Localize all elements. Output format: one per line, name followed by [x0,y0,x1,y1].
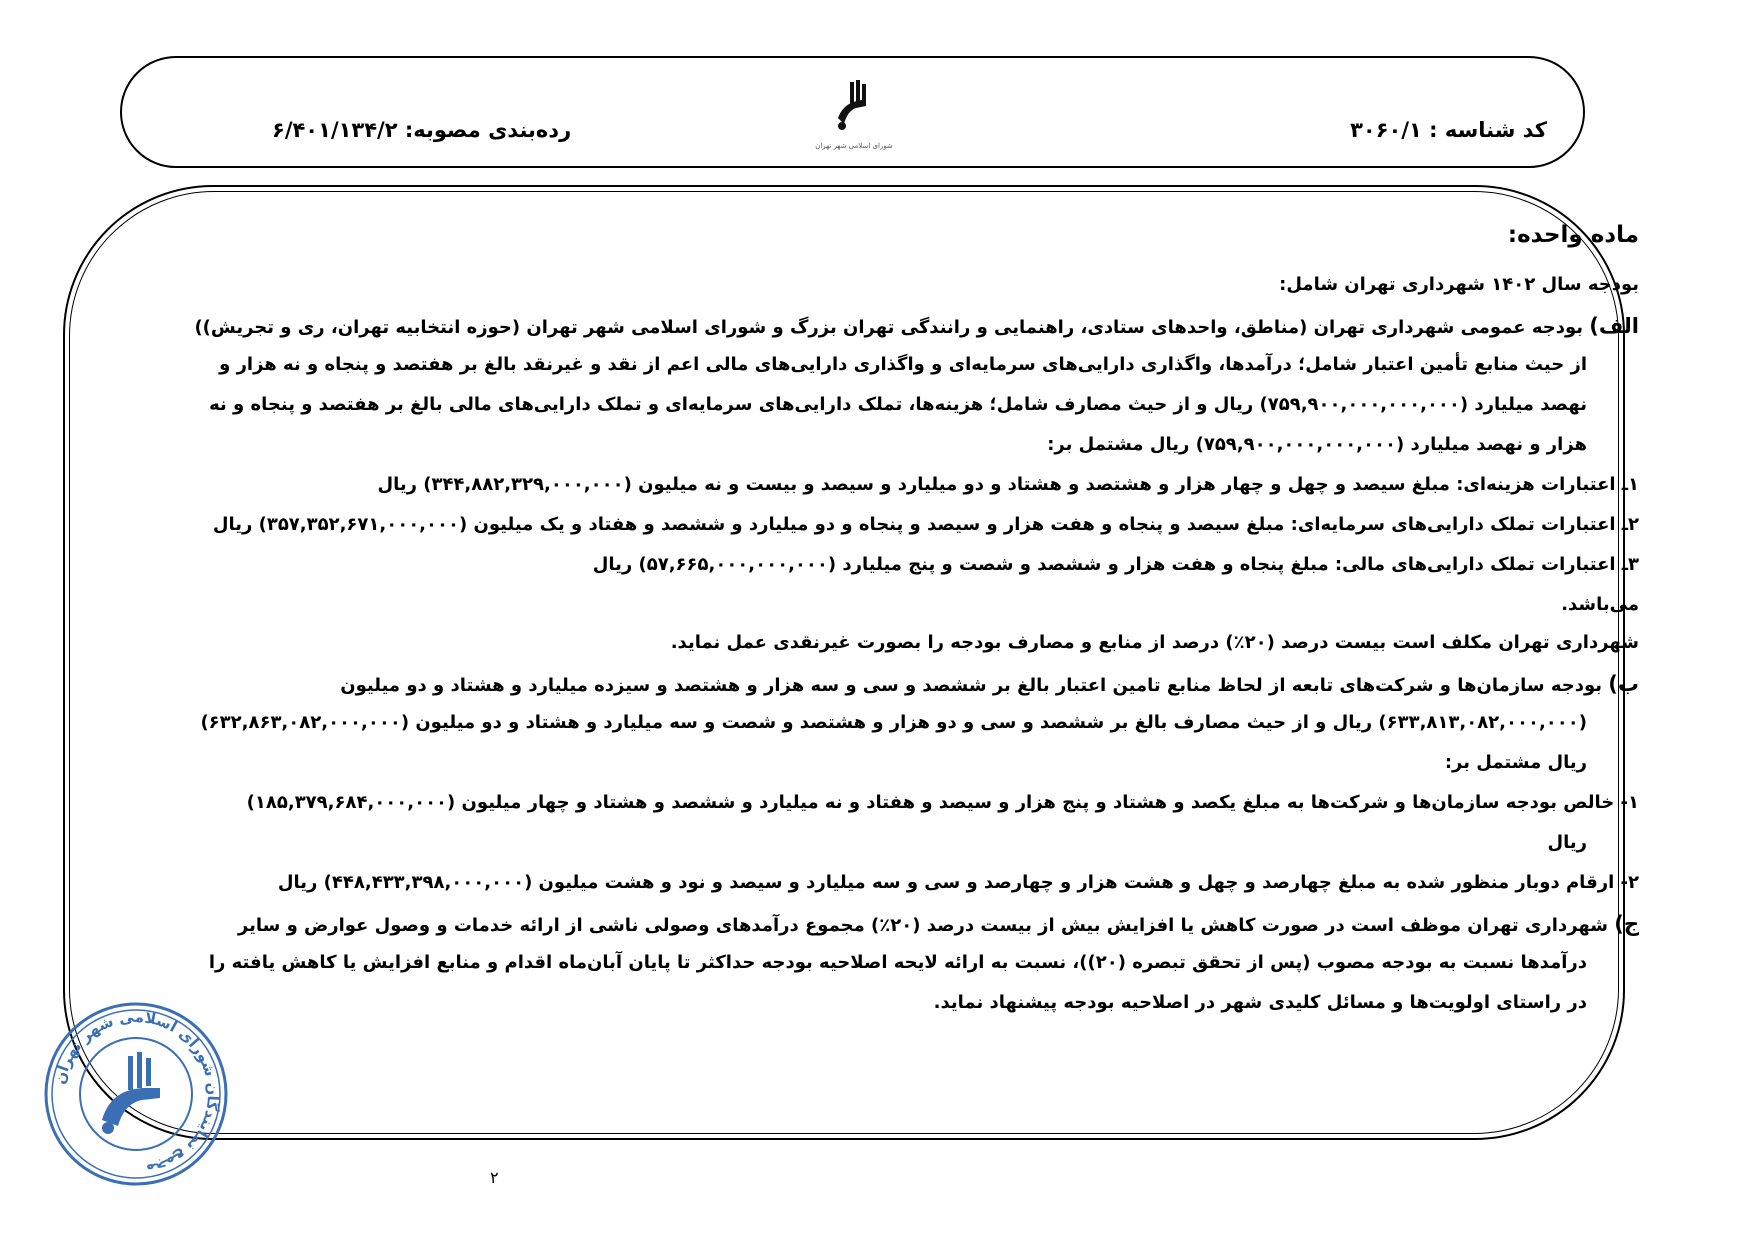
intro-line: بودجه سال ۱۴۰۲ شهرداری تهران شامل: [1279,274,1639,295]
header-box [120,56,1585,168]
article-title: ماده واحده: [1507,222,1639,248]
clause-alef-line-4: هزار و نهصد میلیارد (۷۵۹,۹۰۰,۰۰۰,۰۰۰,۰۰۰) ریال مشتمل بر: [1047,434,1587,455]
official-stamp [42,1000,230,1188]
stamp-seal-icon [42,1000,230,1188]
clause-be-text: بودجه سازمان‌ها و شرکت‌های تابعه از لحاظ منابع تامین اعتبار بالغ بر ششصد و سی و سه هزار و هشتصد و سیزده میلیارد و هشتاد و دو میلیون [340,675,1603,696]
clause-jim-mark: ج) [1614,912,1639,936]
clause-alef-end: می‌باشد. [1561,594,1639,615]
clause-alef-mark: الف) [1589,314,1639,338]
clause-be-item-1: ۱- خالص بودجه سازمان‌ها و شرکت‌ها به مبلغ یکصد و هشتاد و پنج هزار و سیصد و هفتاد و نه میلیارد و ششصد و هشتاد و چهار میلیون (۱۸۵,۳۷۹,۶۸۴,۰۰۰,۰۰۰) [246,792,1639,813]
clause-alef-note: شهرداری تهران مکلف است بیست درصد (۲۰٪) درصد از منابع و مصارف بودجه را بصورت غیرنقدی عمل نماید. [670,632,1639,653]
clause-be-line-2: (۶۳۳,۸۱۳,۰۸۲,۰۰۰,۰۰۰) ریال و از حیث مصارف بالغ بر ششصد و سی و دو هزار و هشتصد و شصت و سه میلیارد و هشتاد و دو میلیون (۶۳۲,۸۶۳,۰۸۲,۰۰۰,۰۰۰) [200,712,1587,733]
clause-jim-line-2: درآمدها نسبت به بودجه مصوب (پس از تحقق تبصره (۲۰))، نسبت به ارائه لایحه اصلاحیه بودجه حداکثر تا پایان آبان‌ماه اقدام و منابع افزایش یا کاهش یافته را [208,952,1587,973]
clause-jim-text: شهرداری تهران موظف است در صورت کاهش یا افزایش بیش از بیست درصد (۲۰٪) مجموع درآمدهای وصولی ناشی از ارائه خدمات و وصول عوارض و سایر [237,915,1608,936]
clause-alef-line-2: از حیث منابع تأمین اعتبار شامل؛ درآمدها، واگذاری دارایی‌های سرمایه‌ای و واگذاری دارایی‌های مالی اعم از نقد و غیرنقد بالغ بر هفتصد و پنجاه و نه هزار و [219,354,1587,375]
stamp-text: مجمع نمایندگان شورای اسلامی شهر تهران [50,1007,223,1180]
clause-be-line-3: ریال مشتمل بر: [1444,752,1587,773]
clause-jim-line-1 [238,912,1639,936]
clause-be-item-2: ۲- ارقام دوبار منظور شده به مبلغ چهارصد و چهل و هشت هزار و چهارصد و سی و سه میلیارد و سیصد و نود و هشت میلیون (۴۴۸,۴۳۳,۳۹۸,۰۰۰,۰۰۰) ریال [277,872,1639,893]
document-code: کد شناسه : ۳۰۶۰/۱ [1350,118,1547,142]
clause-alef-line-1 [194,314,1639,338]
clause-be-item-1-cont: ریال [1547,832,1587,853]
clause-jim-line-3: در راستای اولویت‌ها و مسائل کلیدی شهر در اصلاحیه بودجه پیشنهاد نماید. [933,992,1587,1013]
clause-alef-text: بودجه عمومی شهرداری تهران (مناطق، واحدهای ستادی، راهنمایی و رانندگی تهران بزرگ و شورای اسلامی شهر تهران (حوزه انتخابیه تهران، ری و تجریش)) [194,317,1584,338]
council-logo-icon [832,78,876,136]
clause-alef-item-1: ۱ـ اعتبارات هزینه‌ای: مبلغ سیصد و چهل و چهار هزار و هشتصد و هشتاد و دو میلیارد و سیصد و بیست و نه میلیون (۳۴۴,۸۸۲,۳۲۹,۰۰۰,۰۰۰) ریال [377,474,1639,495]
clause-alef-item-2: ۲ـ اعتبارات تملک دارایی‌های سرمایه‌ای: مبلغ سیصد و پنجاه و هفت هزار و سیصد و پنجاه و دو میلیارد و ششصد و هفتاد و یک میلیون (۳۵۷,۳۵۲,۶۷۱,۰۰۰,۰۰۰) ریال [212,514,1639,535]
clause-be-mark: ب) [1608,672,1639,696]
resolution-classification: رده‌بندی مصوبه: ۶/۴۰۱/۱۳۴/۲ [272,118,572,142]
clause-be-line-1 [340,672,1639,696]
clause-alef-line-3: نهصد میلیارد (۷۵۹,۹۰۰,۰۰۰,۰۰۰,۰۰۰) ریال و از حیث مصارف شامل؛ هزینه‌ها، تملک دارایی‌های سرمایه‌ای و تملک دارایی‌های مالی بالغ بر هفتصد و پنجاه و نه [209,394,1587,415]
clause-alef-item-3: ۳ـ اعتبارات تملک دارایی‌های مالی: مبلغ پنجاه و هفت هزار و ششصد و شصت و پنج میلیارد (۵۷,۶۶۵,۰۰۰,۰۰۰,۰۰۰) ریال [592,554,1639,575]
council-logo [814,78,894,160]
page-number: ۲ [490,1168,499,1187]
logo-caption: شورای اسلامی شهر تهران [815,142,893,150]
